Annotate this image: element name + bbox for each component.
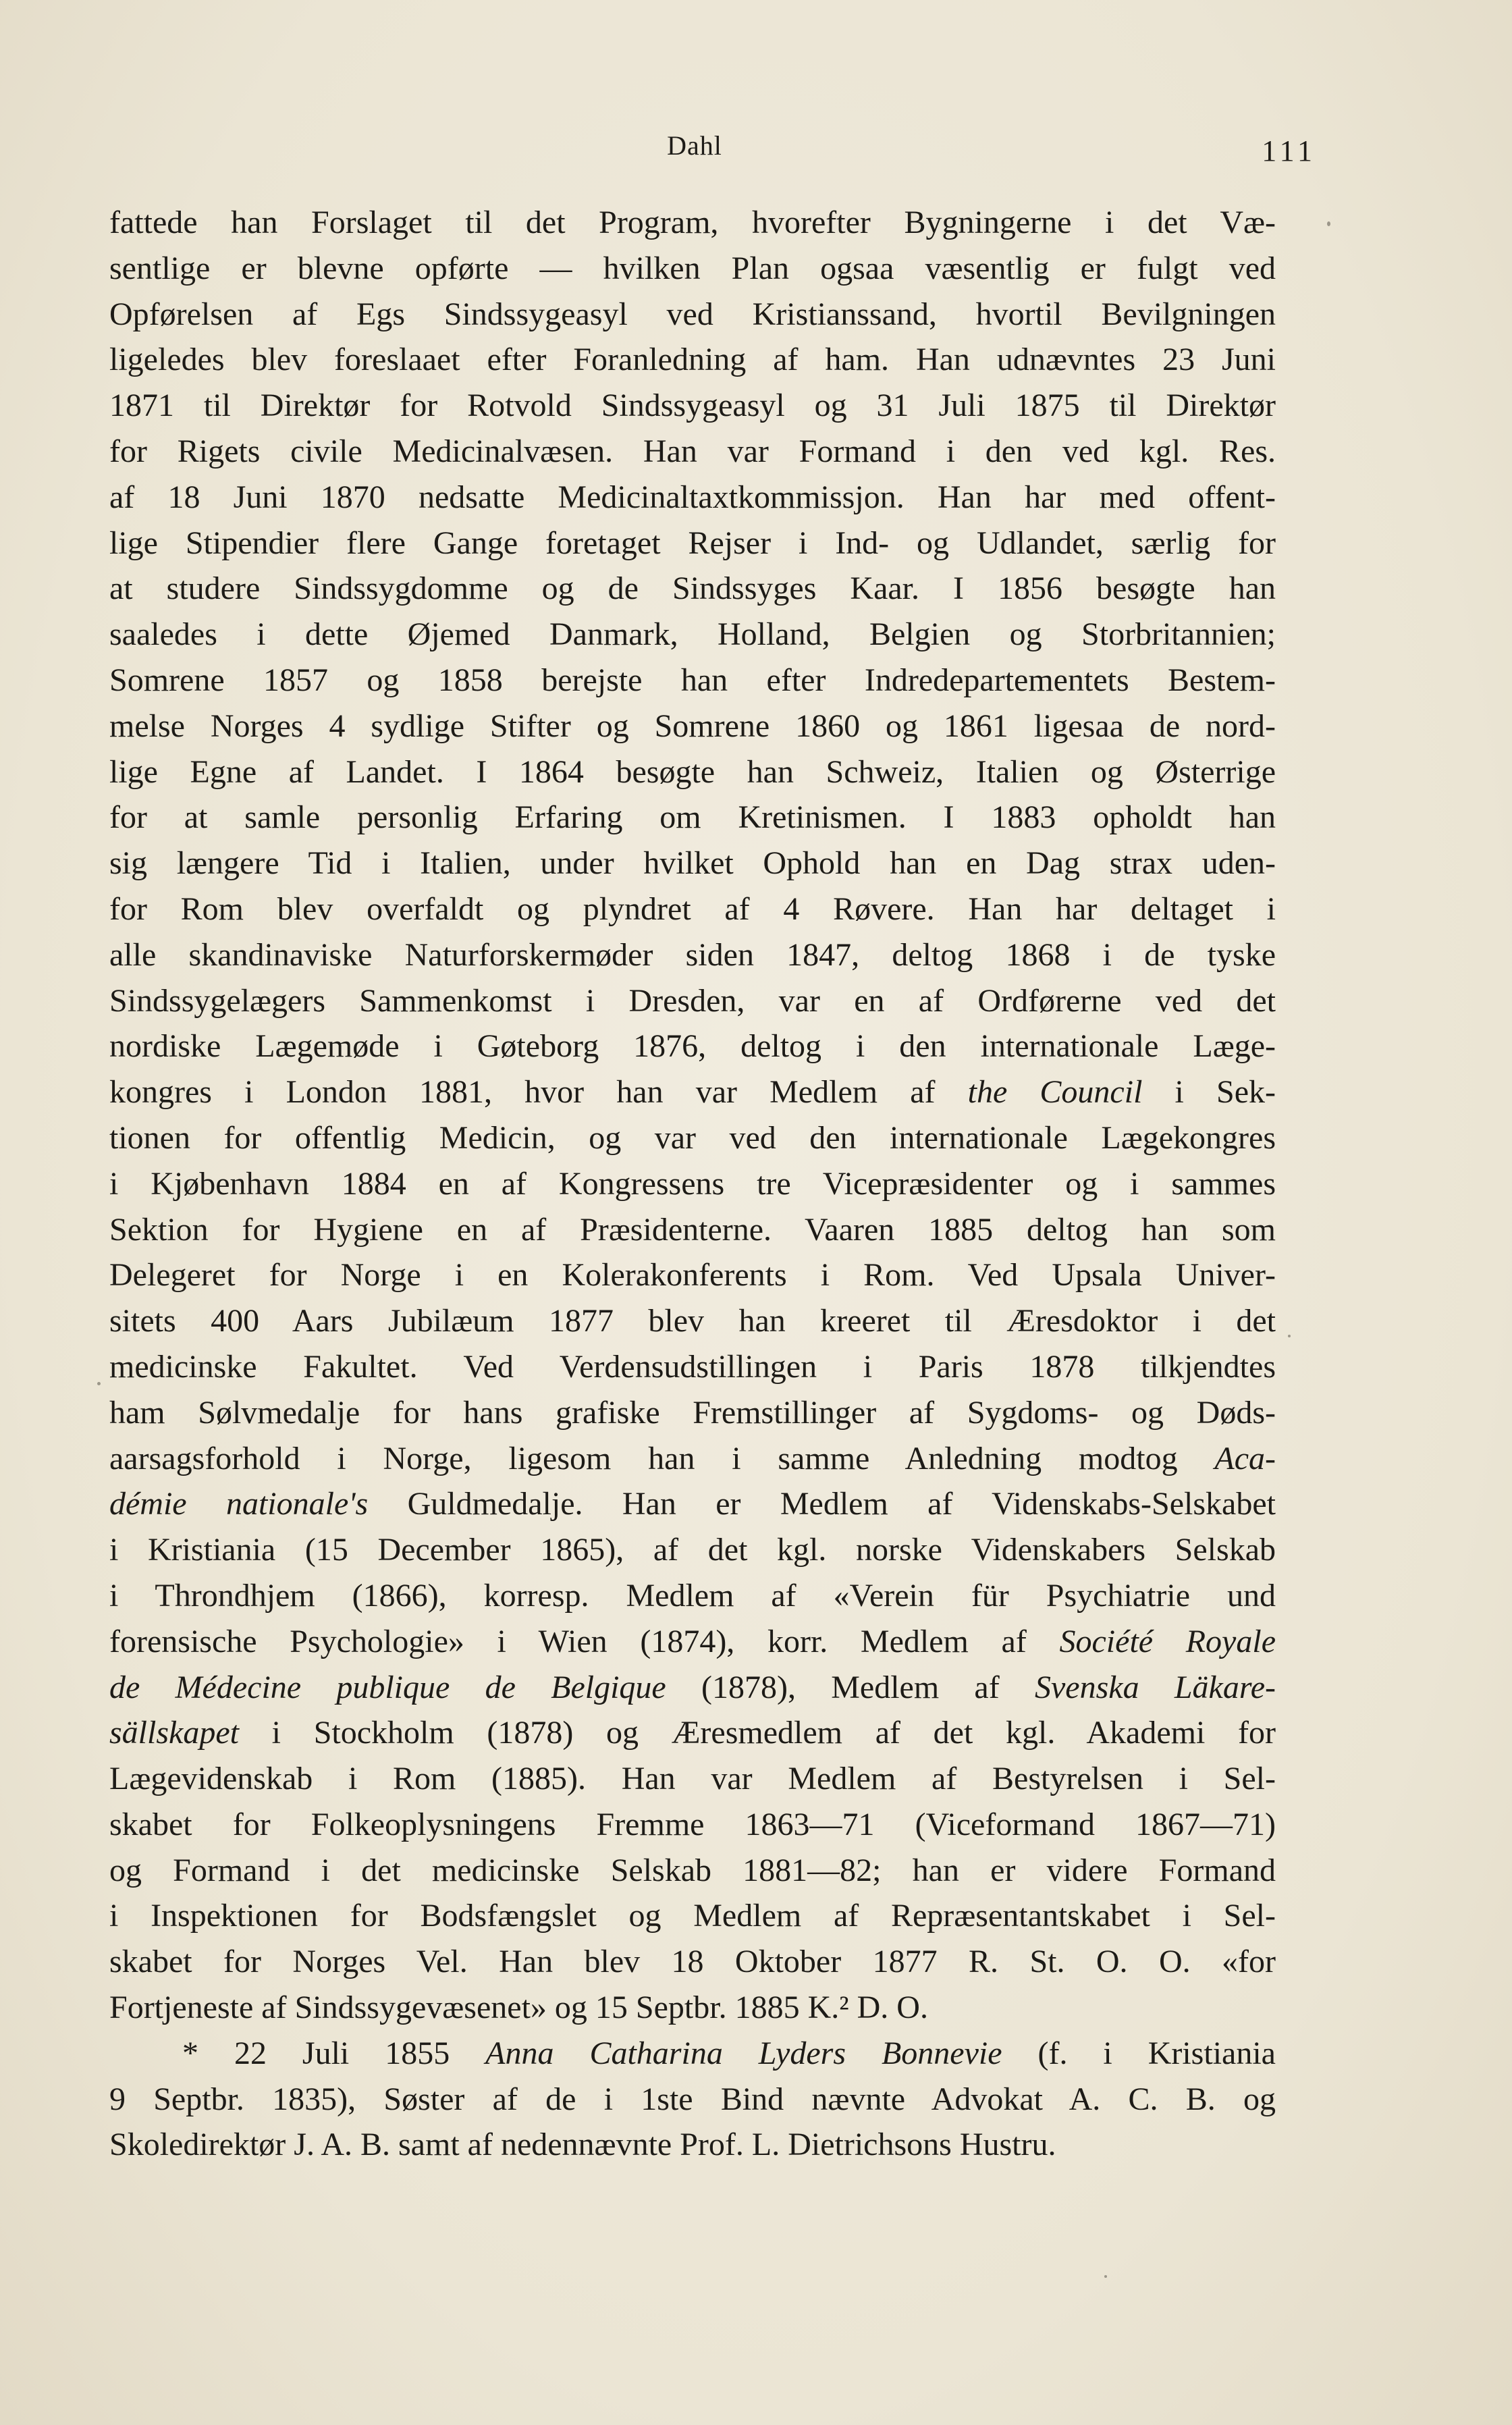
text-segment: ham Sølvmedalje for hans grafiske Fremstillinger af Sygdoms- og Døds- <box>109 1394 1276 1431</box>
text-segment: i Kristiania (15 December 1865), af det kgl. norske Videnskabers Selskab <box>109 1532 1276 1568</box>
text-line <box>109 1436 1276 1482</box>
paper-speck <box>1104 2275 1107 2278</box>
text-segment: * 22 Juli 1855 <box>182 2035 486 2071</box>
text-segment: alle skandinaviske Naturforskermøder siden 1847, deltog 1868 i de tyske <box>109 936 1276 973</box>
text-line <box>109 658 1276 703</box>
text-line <box>109 2122 1276 2168</box>
text-segment: i Throndhjem (1866), korresp. Medlem af «Verein für Psychiatrie und <box>109 1577 1276 1614</box>
text-line <box>109 1848 1276 1894</box>
italic-segment: Anna Catharina Lyders Bonnevie <box>485 2035 1002 2071</box>
text-line <box>109 1344 1276 1390</box>
text-line <box>109 703 1276 749</box>
text-segment: af 18 Juni 1870 nedsatte Medicinaltaxtkommissjon. Han har med offent- <box>109 479 1276 515</box>
text-segment: sitets 400 Aars Jubilæum 1877 blev han kreeret til Æresdoktor i det <box>109 1303 1276 1339</box>
text-line <box>109 1023 1276 1069</box>
paper-speck <box>97 1382 101 1385</box>
text-line <box>109 246 1276 292</box>
text-line <box>109 1252 1276 1298</box>
text-line <box>109 1527 1276 1573</box>
text-segment: for at samle personlig Erfaring om Kretinismen. I 1883 opholdt han <box>109 799 1276 836</box>
text-line <box>109 1985 1276 2031</box>
text-segment: 1871 til Direktør for Rotvold Sindssygeasyl og 31 Juli 1875 til Direktør <box>109 388 1276 424</box>
italic-segment: sällskapet <box>109 1715 239 1751</box>
text-segment: Sektion for Hygiene en af Præsidenterne. Vaaren 1885 deltog han som <box>109 1211 1276 1248</box>
text-line <box>109 1161 1276 1207</box>
text-line <box>109 1710 1276 1756</box>
text-line <box>109 2031 1276 2077</box>
text-line <box>109 978 1276 1024</box>
text-segment: saaledes i dette Øjemed Danmark, Holland, Belgien og Storbritannien; <box>109 616 1276 653</box>
text-segment: Delegeret for Norge i en Kolerakonferents i Rom. Ved Upsala Univer- <box>109 1257 1276 1294</box>
text-segment: kongres i London 1881, hvor han var Medlem af <box>109 1074 968 1111</box>
text-line <box>109 200 1276 246</box>
text-line <box>109 475 1276 521</box>
italic-segment: Svenska Läkare- <box>1034 1669 1276 1705</box>
text-segment: ligeledes blev foreslaaet efter Foranledning af ham. Han udnævntes 23 Juni <box>109 342 1276 378</box>
text-line <box>109 1115 1276 1161</box>
text-line <box>109 1481 1276 1527</box>
text-segment: sentlige er blevne opførte — hvilken Plan ogsaa væsentlig er fulgt ved <box>109 250 1276 286</box>
text-segment: forensische Psychologie» i Wien (1874), korr. Medlem af <box>109 1623 1060 1659</box>
text-line <box>109 337 1276 383</box>
running-title: Dahl <box>667 130 722 161</box>
running-head <box>0 127 1512 167</box>
text-segment: (f. i Kristiania <box>1002 2035 1276 2071</box>
text-line <box>109 1756 1276 1802</box>
text-line <box>109 1298 1276 1344</box>
text-segment: Lægevidenskab i Rom (1885). Han var Medlem af Bestyrelsen i Sel- <box>109 1761 1276 1797</box>
text-line <box>109 521 1276 566</box>
italic-segment: de Médecine publique de Belgique <box>109 1669 666 1705</box>
text-segment: i Inspektionen for Bodsfængslet og Medlem af Repræsentantskabet i Sel- <box>109 1898 1276 1934</box>
text-segment: og Formand i det medicinske Selskab 1881—82; han er videre Formand <box>109 1852 1276 1888</box>
text-line <box>109 1802 1276 1848</box>
text-segment: lige Stipendier flere Gange foretaget Rejser i Ind- og Udlandet, særlig for <box>109 525 1276 561</box>
italic-segment: Société Royale <box>1059 1623 1276 1659</box>
text-line <box>109 886 1276 932</box>
text-segment: aarsagsforhold i Norge, ligesom han i samme Anledning modtog <box>109 1440 1215 1476</box>
italic-segment: the Council <box>967 1074 1143 1111</box>
text-segment: Guldmedalje. Han er Medlem af Videnskabs-Selskabet <box>368 1486 1276 1522</box>
text-segment: medicinske Fakultet. Ved Verdensudstillingen i Paris 1878 tilkjendtes <box>109 1348 1276 1385</box>
text-segment: Fortjeneste af Sindssygevæsenet» og 15 Septbr. 1885 K.² D. O. <box>109 1990 928 2026</box>
text-line <box>109 1069 1276 1115</box>
text-line <box>109 429 1276 475</box>
text-segment: i Kjøbenhavn 1884 en af Kongressens tre Vicepræsidenter og i sammes <box>109 1165 1276 1202</box>
text-segment: skabet for Folkeoplysningens Fremme 1863—71 (Viceformand 1867—71) <box>109 1806 1276 1842</box>
text-segment: lige Egne af Landet. I 1864 besøgte han Schweiz, Italien og Østerrige <box>109 753 1276 790</box>
text-segment: nordiske Lægemøde i Gøteborg 1876, deltog i den internationale Læge- <box>109 1028 1276 1065</box>
paper-speck <box>1288 1335 1291 1337</box>
text-segment: Sindssygelægers Sammenkomst i Dresden, var en af Ordførerne ved det <box>109 982 1276 1019</box>
text-line <box>109 1665 1276 1711</box>
text-line <box>109 612 1276 658</box>
text-segment: Skoledirektør J. A. B. samt af nedennævnte Prof. L. Dietrichsons Hustru. <box>109 2127 1056 2163</box>
page-number: 111 <box>1262 134 1316 167</box>
body-text <box>109 200 1276 2168</box>
text-line <box>109 749 1276 795</box>
text-line <box>109 1207 1276 1253</box>
paper-speck <box>1327 221 1330 226</box>
text-segment: i Stockholm (1878) og Æresmedlem af det kgl. Akademi for <box>238 1715 1276 1751</box>
text-line <box>109 1619 1276 1665</box>
text-segment: 9 Septbr. 1835), Søster af de i 1ste Bind nævnte Advokat A. C. B. og <box>109 2081 1276 2117</box>
text-segment: Somrene 1857 og 1858 berejste han efter Indredepartementets Bestem- <box>109 662 1276 698</box>
text-line <box>109 1390 1276 1436</box>
text-line <box>109 795 1276 841</box>
text-segment: fattede han Forslaget til det Program, hvorefter Bygningerne i det Væ- <box>109 205 1276 240</box>
text-line <box>109 292 1276 338</box>
text-line <box>109 932 1276 978</box>
text-segment: for Rom blev overfaldt og plyndret af 4 Røvere. Han har deltaget i <box>109 890 1276 927</box>
text-line <box>109 383 1276 429</box>
text-segment: melse Norges 4 sydlige Stifter og Somrene 1860 og 1861 ligesaa de nord- <box>109 708 1276 744</box>
italic-segment: Aca- <box>1214 1440 1276 1476</box>
text-line <box>109 1573 1276 1619</box>
text-segment: sig længere Tid i Italien, under hvilket Ophold han en Dag strax uden- <box>109 845 1276 882</box>
text-segment: for Rigets civile Medicinalvæsen. Han var Formand i den ved kgl. Res. <box>109 433 1276 469</box>
text-line <box>109 2077 1276 2123</box>
text-segment: tionen for offentlig Medicin, og var ved den internationale Lægekongres <box>109 1119 1276 1156</box>
italic-segment: démie nationale's <box>109 1486 369 1522</box>
text-segment: Opførelsen af Egs Sindssygeasyl ved Kristianssand, hvortil Bevilgningen <box>109 296 1276 332</box>
text-line <box>109 1939 1276 1985</box>
text-line <box>109 1893 1276 1939</box>
text-segment: at studere Sindssygdomme og de Sindssyges Kaar. I 1856 besøgte han <box>109 570 1276 607</box>
text-line <box>109 566 1276 612</box>
text-line <box>109 841 1276 886</box>
text-segment: i Sek- <box>1142 1074 1276 1111</box>
text-segment: (1878), Medlem af <box>666 1669 1035 1705</box>
text-segment: skabet for Norges Vel. Han blev 18 Oktober 1877 R. St. O. O. «for <box>109 1944 1276 1980</box>
